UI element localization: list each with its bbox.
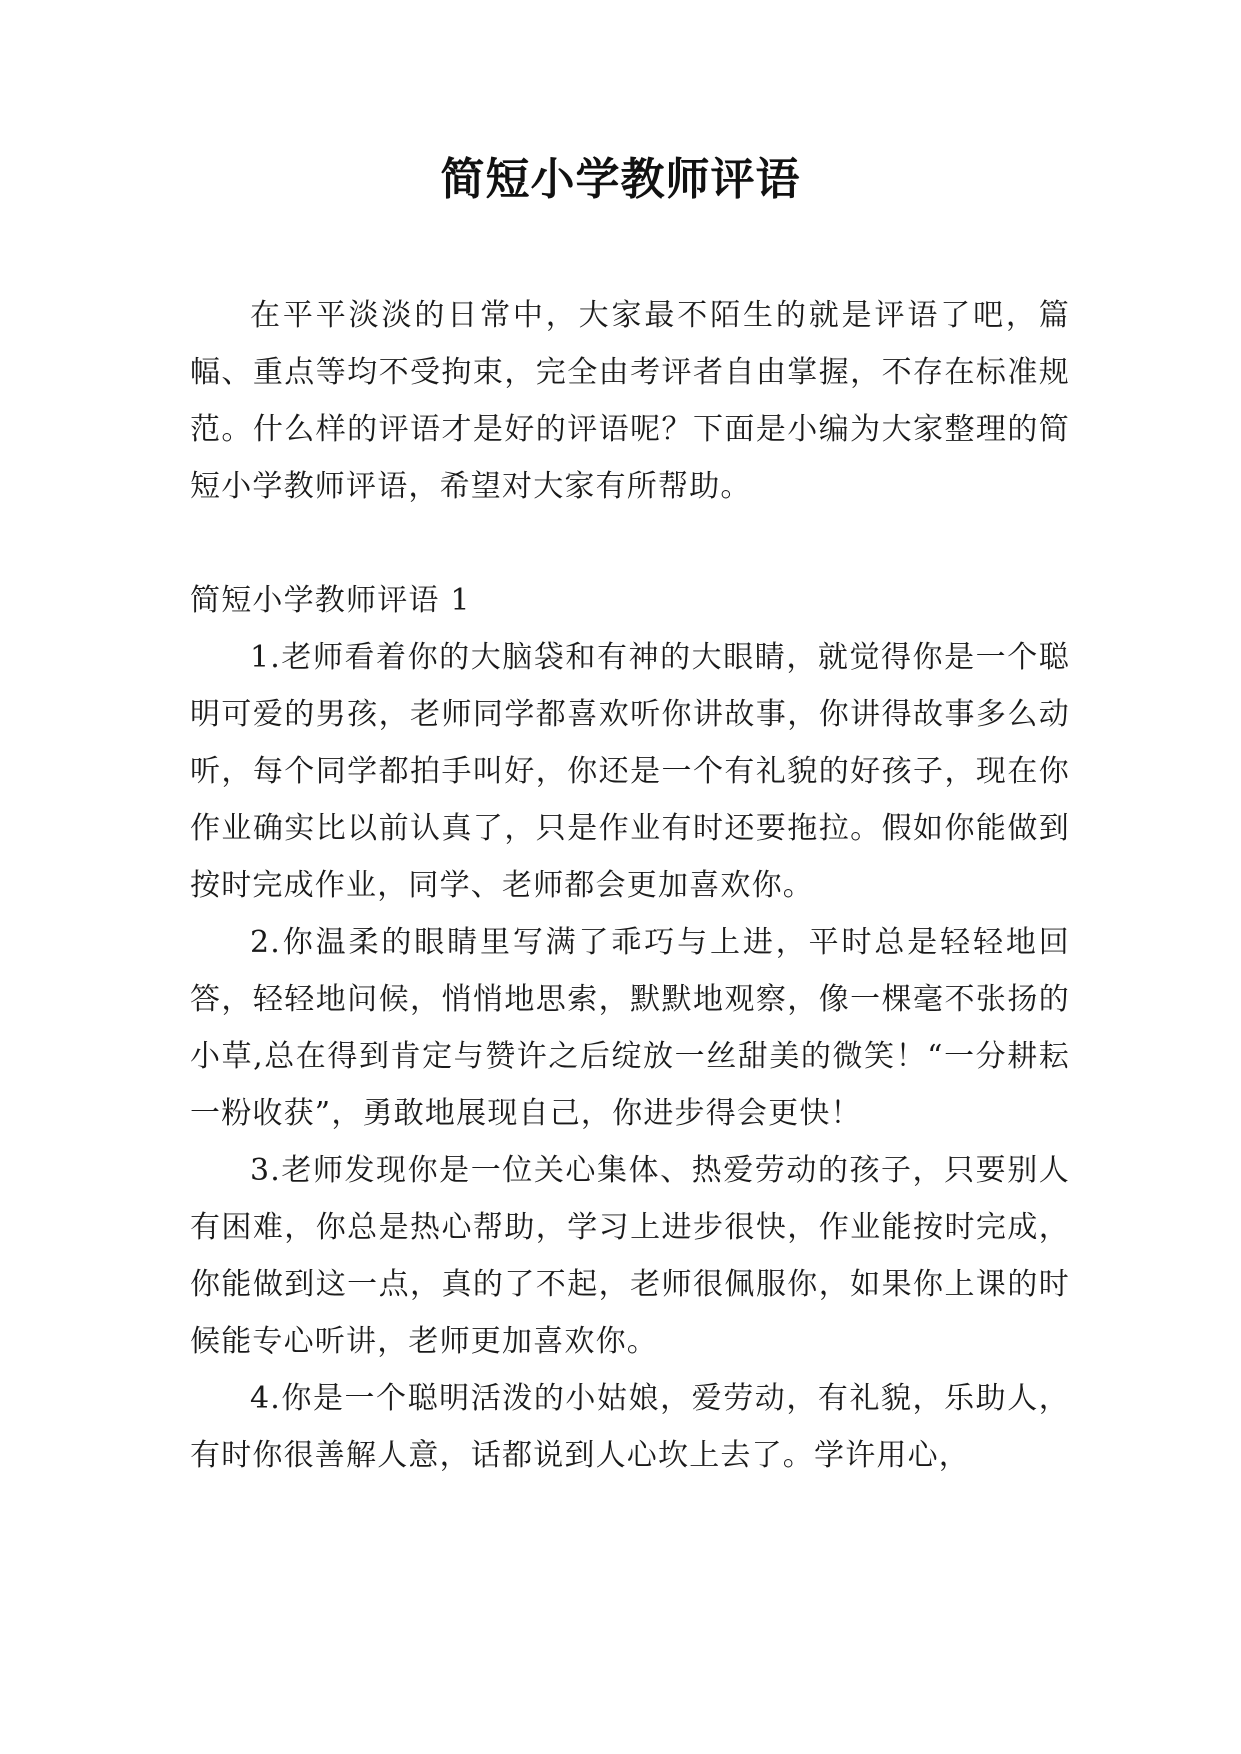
section-heading: 简短小学教师评语 1 (190, 583, 471, 618)
comment-paragraph-3: 3.老师发现你是一位关心集体、热爱劳动的孩子，只要别人有困难，你总是热心帮助，学习上进步很快，作业能按时完成，你能做到这一点，真的了不起，老师很佩服你，如果你上课的时候能专心听讲，老师更加喜欢你。 (190, 1153, 1070, 1359)
document-title: 简短小学教师评语 (440, 154, 801, 205)
intro-paragraph: 在平平淡淡的日常中，大家最不陌生的就是评语了吧，篇幅、重点等均不受拘束，完全由考评者自由掌握，不存在标准规范。什么样的评语才是好的评语呢？下面是小编为大家整理的简短小学教师评语，希望对大家有所帮助。 (190, 298, 1070, 504)
comment-paragraph-1: 1.老师看着你的大脑袋和有神的大眼睛，就觉得你是一个聪明可爱的男孩，老师同学都喜欢听你讲故事，你讲得故事多么动听，每个同学都拍手叫好，你还是一个有礼貌的好孩子，现在你作业确实比以前认真了，只是作业有时还要拖拉。假如你能做到按时完成作业，同学、老师都会更加喜欢你。 (190, 640, 1070, 903)
comment-paragraph-4: 4.你是一个聪明活泼的小姑娘，爱劳动，有礼貌，乐助人，有时你很善解人意，话都说到人心坎上去了。学许用心， (190, 1381, 1070, 1473)
comment-paragraph-2: 2.你温柔的眼睛里写满了乖巧与上进，平时总是轻轻地回答，轻轻地问候，悄悄地思索，默默地观察，像一棵毫不张扬的小草,总在得到肯定与赞许之后绽放一丝甜美的微笑！“一分耕耘一粉收获”，勇敢地展现自己，你进步得会更快！ (190, 925, 1070, 1131)
document-body (190, 287, 1070, 1484)
